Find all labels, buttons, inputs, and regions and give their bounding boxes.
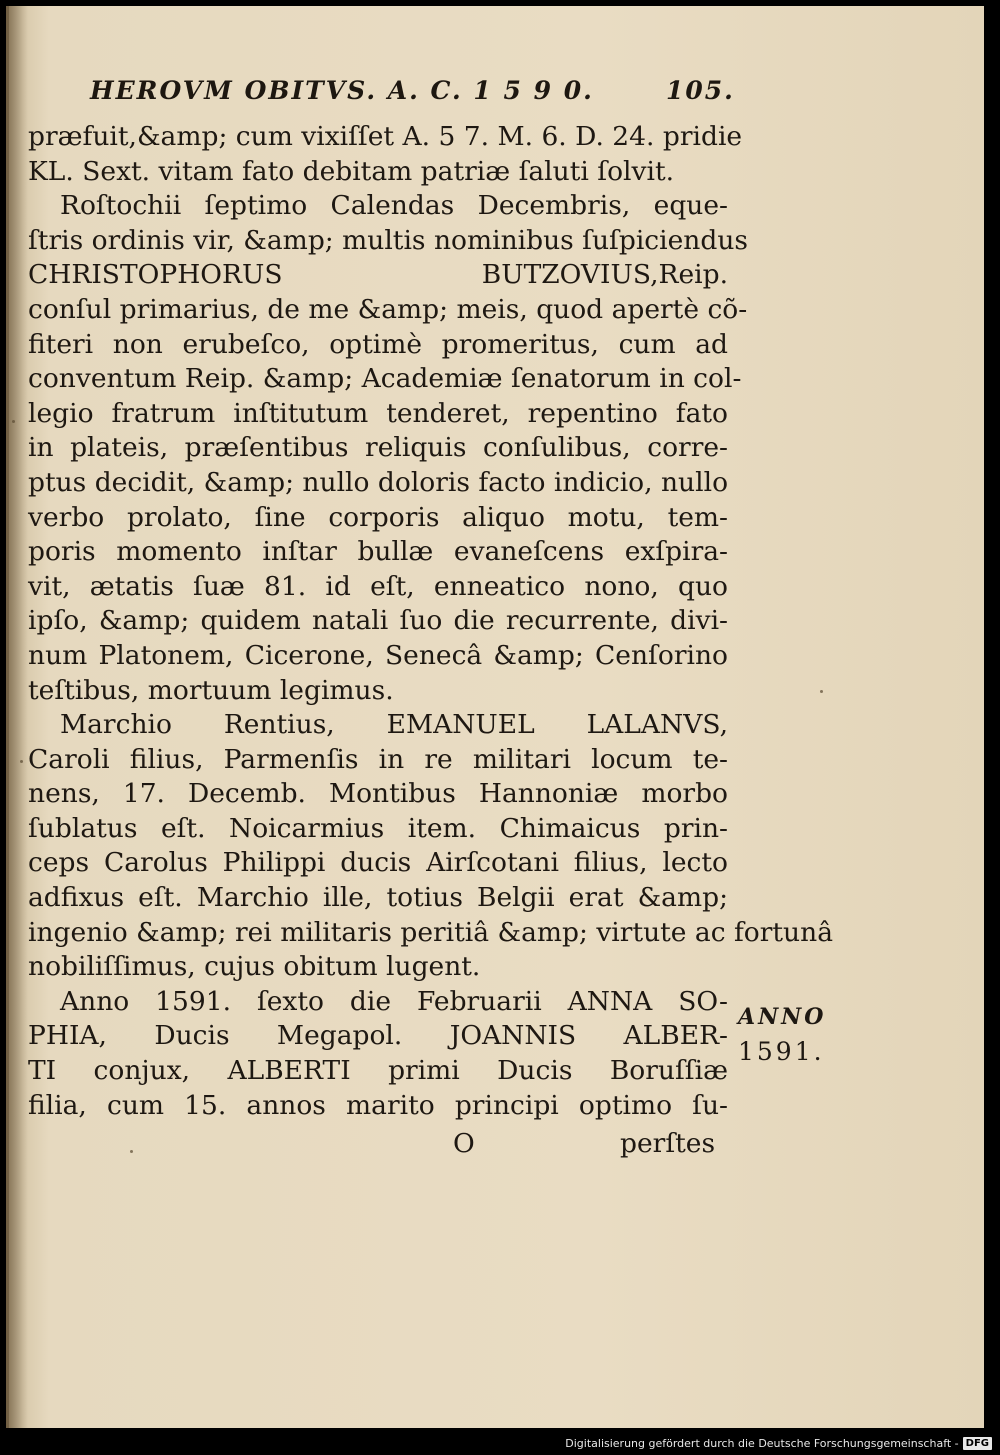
text-line: ſublatus eſt. Noicarmius item. Chimaicus prin-: [28, 812, 728, 844]
text-line: verbo prolato, ſine corporis aliquo motu, tem-: [28, 501, 728, 533]
dfg-logo: DFG: [963, 1437, 992, 1450]
text-line: PHIA, Ducis Megapol. JOANNIS ALBER-: [28, 1020, 728, 1052]
text-line: in plateis, præſentibus reliquis conſulibus, corre-: [28, 432, 728, 464]
text-line: CHRISTOPHORUS BUTZOVIUS,Reip.: [28, 259, 728, 291]
text-line: Marchio Rentius, EMANUEL LALANVS,: [60, 709, 728, 741]
binding-shadow: [6, 6, 28, 1428]
text-line: Roſtochii ſeptimo Calendas Decembris, eque-: [60, 190, 728, 222]
text-line: ipſo, &amp; quidem natali ſuo die recurrente, divi-: [28, 605, 728, 637]
text-line: ptus decidit, &amp; nullo doloris facto indicio, nullo: [28, 466, 729, 498]
text-line: fiteri non erubeſco, optimè promeritus, cum ad: [28, 328, 728, 360]
running-title: HEROVM OBITVS. A. C. 1 5 9 0.: [90, 76, 594, 105]
text-line: poris momento inſtar bullæ evaneſcens exſpira-: [28, 536, 728, 568]
margin-note-year: 1591.: [738, 1036, 825, 1066]
catchword: perſtes: [620, 1128, 716, 1159]
text-line: ſtris ordinis vir, &amp; multis nominibus ſuſpiciendus: [28, 224, 748, 256]
text-line: vit, ætatis ſuæ 81. id eſt, enneatico nono, quo: [28, 570, 728, 602]
text-line: KL. Sext. vitam fato debitam patriæ ſaluti ſolvit.: [28, 155, 675, 187]
text-line: filia, cum 15. annos marito principi optimo ſu-: [28, 1089, 728, 1121]
body-text: [28, 120, 833, 1123]
digitization-footer: [565, 1434, 992, 1452]
signature-mark: O: [453, 1128, 475, 1159]
text-line: ingenio &amp; rei militaris peritiâ &amp; virtute ac fortunâ: [28, 916, 833, 948]
text-line: legio fratrum inſtitutum tenderet, repentino fato: [28, 397, 728, 429]
text-line: Caroli filius, Parmenſis in re militari locum te-: [28, 743, 728, 775]
text-line: nens, 17. Decemb. Montibus Hannoniæ morbo: [28, 778, 728, 810]
margin-note: [738, 1000, 848, 1069]
margin-note-word: ANNO: [738, 1004, 827, 1030]
text-line: ceps Carolus Philippi ducis Airſcotani filius, lecto: [28, 847, 728, 879]
page-number: 105.: [666, 76, 735, 105]
text-line: TI conjux, ALBERTI primi Ducis Boruſſiæ: [28, 1055, 728, 1087]
text-line: num Platonem, Cicerone, Senecâ &amp; Cenſorino: [28, 639, 728, 671]
paper-speck: [20, 760, 23, 763]
text-line: conſul primarius, de me &amp; meis, quod apertè cõ-: [28, 293, 748, 325]
text-line: Anno 1591. ſexto die Februarii ANNA SO-: [60, 985, 728, 1017]
text-line: nobiliſſimus, cujus obitum lugent.: [28, 951, 481, 983]
paper-speck: [820, 690, 823, 693]
paper-speck: [12, 420, 15, 423]
catchline: [28, 1128, 728, 1162]
running-header: [90, 76, 735, 112]
text-line: præfuit,&amp; cum vixiſſet A. 5 7. M. 6. D. 24. pridie: [28, 121, 743, 152]
footer-text: Digitalisierung gefördert durch die Deutsche Forschungsgemeinschaft -: [565, 1436, 959, 1450]
text-line: adfixus eſt. Marchio ille, totius Belgii erat &amp;: [28, 882, 728, 914]
text-line: conventum Reip. &amp; Academiæ ſenatorum in col-: [28, 363, 742, 395]
text-line: teſtibus, mortuum legimus.: [28, 674, 394, 706]
